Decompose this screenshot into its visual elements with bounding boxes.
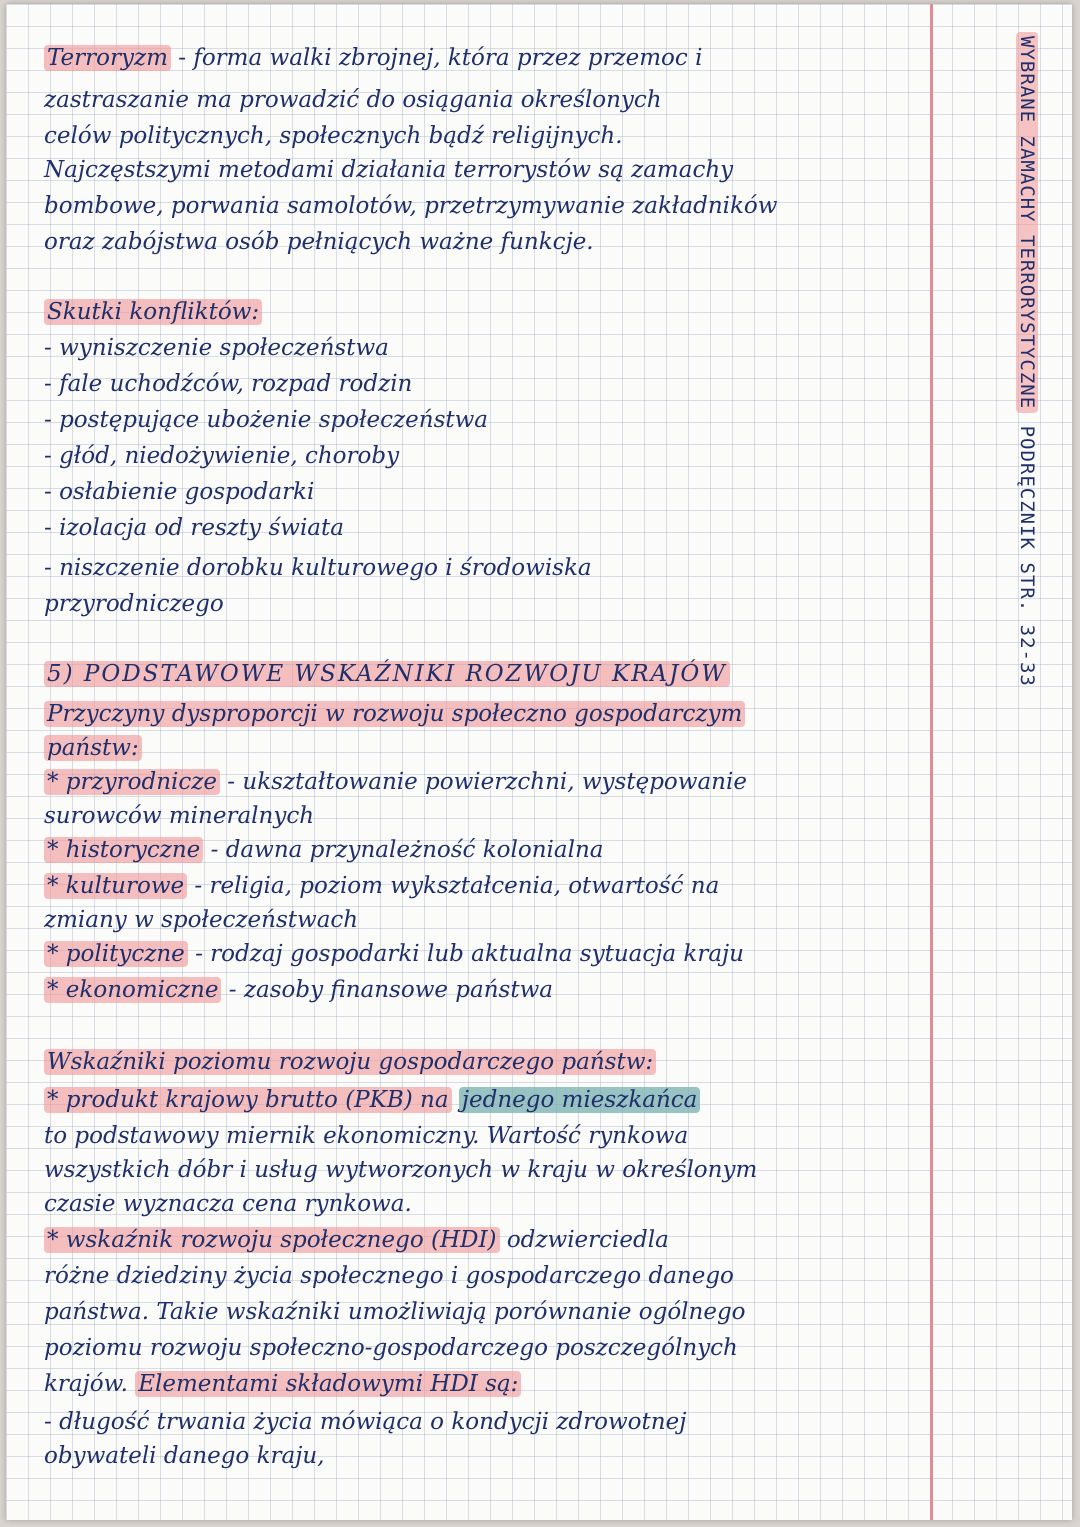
terrorism-term: Terroryzm [44,45,171,71]
causes-heading-2: państw: [44,732,142,764]
terrorism-line-2: zastraszanie ma prowadzić do osiągania określonych [44,87,662,113]
hdi-components-line: krajów. Elementami składowymi HDI są: [44,1368,521,1400]
cause-item: * historyczne - dawna przynależność kolonialna [44,834,604,866]
hdi-text: różne dziedziny życia społecznego i gospodarczego danego [44,1263,734,1289]
pkb-text: to podstawowy miernik ekonomiczny. Wartość rynkowa [44,1123,689,1149]
causes-heading-1: Przyczyny dysproporcji w rozwoju społeczno gospodarczym [44,698,745,730]
section5-heading: 5) PODSTAWOWE WSKAŹNIKI ROZWOJU KRAJÓW [44,658,730,690]
terrorism-line-3: celów politycznych, społecznych bądź religijnych. [44,123,623,149]
cause-item: surowców mineralnych [44,803,315,829]
conflicts-item: - izolacja od reszty świata [44,515,344,541]
hdi-text: poziomu rozwoju społeczno-gospodarczego poszczególnych [44,1335,738,1361]
cause-item: * przyrodnicze - ukształtowanie powierzchni, występowanie [44,766,747,798]
terrorism-line-4: Najczęstszymi metodami działania terrorystów są zamachy [44,157,734,183]
conflicts-item: - osłabienie gospodarki [44,479,315,505]
hdi-text: państwa. Takie wskaźniki umożliwiają porównanie ogólnego [44,1299,746,1325]
cause-item: * polityczne - rodzaj gospodarki lub aktualna sytuacja kraju [44,938,744,970]
side-note-rest: PODRĘCZNIK STR. 32-33 [1016,413,1038,687]
notebook-page [6,4,1072,1520]
hdi-line: * wskaźnik rozwoju społecznego (HDI) odzwierciedla [44,1224,669,1256]
conflicts-item: - fale uchodźców, rozpad rodzin [44,371,413,397]
conflicts-item: - głód, niedożywienie, choroby [44,443,400,469]
conflicts-item: przyrodniczego [44,591,224,617]
conflicts-heading: Skutki konfliktów: [44,296,262,328]
margin-line [930,4,933,1520]
terrorism-line-6: oraz zabójstwa osób pełniących ważne funkcje. [44,229,594,255]
conflicts-item: - niszczenie dorobku kulturowego i środowiska [44,555,592,581]
cause-item: zmiany w społeczeństwach [44,907,359,933]
pkb-text: czasie wyznacza cena rynkowa. [44,1191,412,1217]
side-note-highlight: WYBRANE ZAMACHY TERRORYSTYCZNE [1016,32,1038,413]
side-note-vertical [1016,32,1038,687]
hdi-component: obywateli danego kraju, [44,1443,325,1469]
pkb-teal-highlight: jednego mieszkańca [459,1087,701,1113]
terrorism-line-1: Terroryzm - forma walki zbrojnej, która przez przemoc i [44,42,702,74]
pkb-line: * produkt krajowy brutto (PKB) na jednego mieszkańca [44,1084,700,1116]
indicators-heading: Wskaźniki poziomu rozwoju gospodarczego państw: [44,1046,656,1078]
cause-item: * ekonomiczne - zasoby finansowe państwa [44,974,553,1006]
cause-item: * kulturowe - religia, poziom wykształcenia, otwartość na [44,870,719,902]
pkb-text: wszystkich dóbr i usług wytworzonych w kraju w określonym [44,1157,758,1183]
terrorism-line-5: bombowe, porwania samolotów, przetrzymywanie zakładników [44,193,778,219]
conflicts-item: - postępujące ubożenie społeczeństwa [44,407,489,433]
hdi-component: - długość trwania życia mówiąca o kondycji zdrowotnej [44,1409,687,1435]
conflicts-item: - wyniszczenie społeczeństwa [44,335,389,361]
